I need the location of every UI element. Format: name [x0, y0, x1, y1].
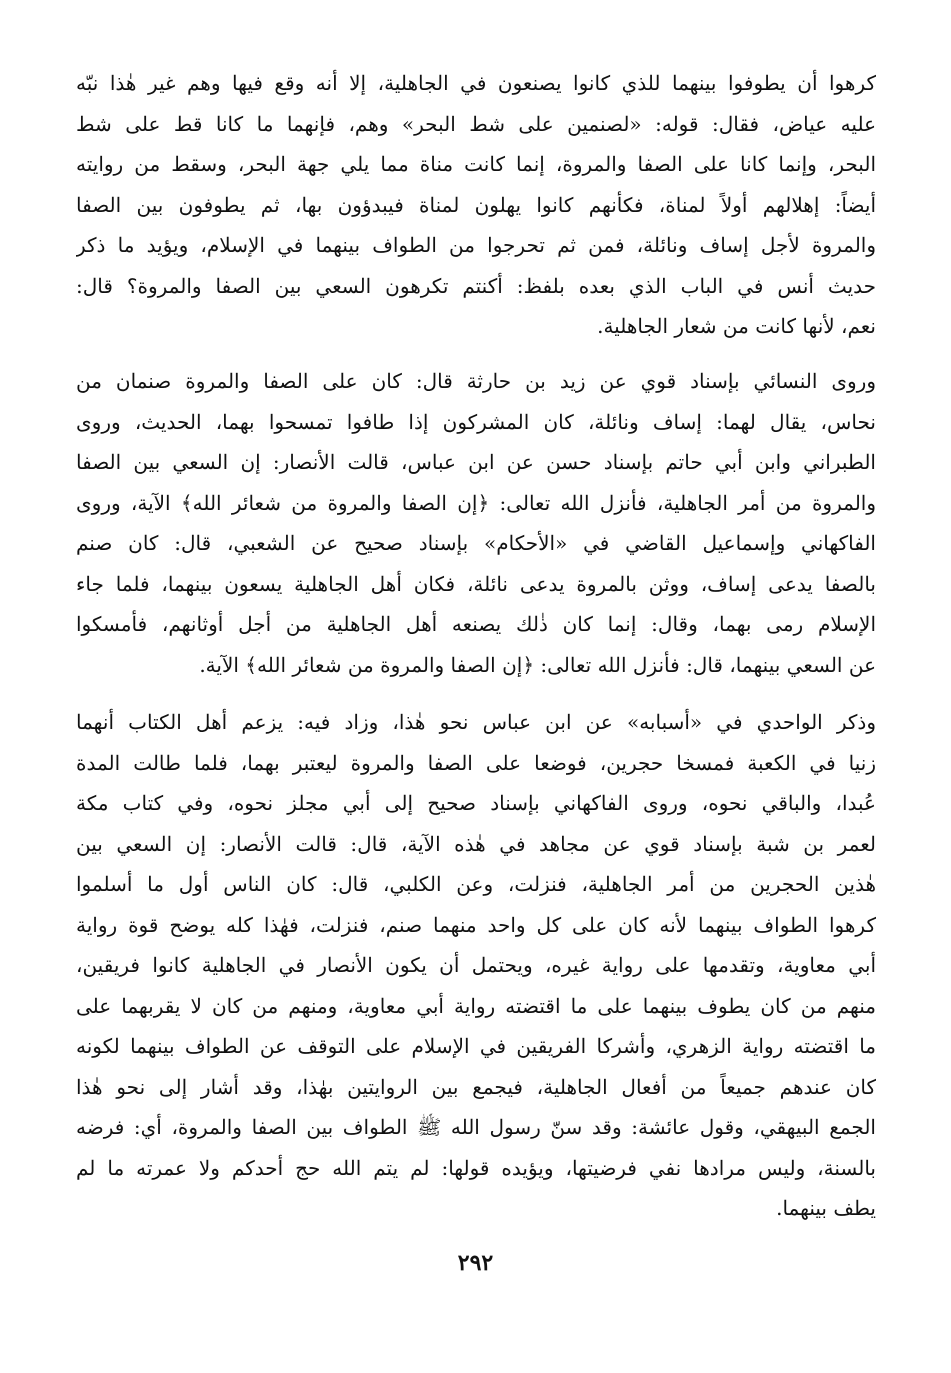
paragraph-1	[76, 63, 876, 347]
text-line: حديث أنس في الباب الذي بعده بلفظ: أكنتم تكرهون السعي بين الصفا والمروة؟ قال:	[76, 273, 876, 298]
text-line: الإسلام رمى بهما، وقال: إنما كان ذٰلك يصنعه أهل الجاهلية من أجل أوثانهم، فأمسكوا	[76, 612, 876, 636]
text-line: عُبدا، والباقي نحوه، وروى الفاكهاني بإسناد صحيح إلى أبي مجلز نحوه، وفي كتاب مكة	[76, 791, 876, 815]
text-line: كرهوا الطواف بينهما لأنه كان على كل واحد منهما صنم، فنزلت، فهٰذا كله يوضح قوة رواية	[76, 912, 876, 937]
text-line: أبي معاوية، وتقدمها على رواية غيره، ويحتمل أن يكون الأنصار في الجاهلية كانوا فريقين،	[76, 953, 876, 977]
text-line: والمروة لأجل إساف ونائلة، فمن ثم تحرجوا من الطواف بينهما في الإسلام، ويؤيد ما ذكر	[76, 233, 876, 257]
paragraph-2	[76, 361, 876, 685]
text-line: زنيا في الكعبة فمسخا حجرين، فوضعا على الصفا والمروة ليعتبر بهما، فلما طالت المدة	[76, 750, 876, 775]
text-line: هٰذين الحجرين من أمر الجاهلية، فنزلت، وعن الكلبي، قال: كان الناس أول ما أسلموا	[76, 872, 876, 896]
text-line: كرهوا أن يطوفوا بينهما للذي كانوا يصنعون في الجاهلية، إلا أنه وقع فيها وهم غير هٰذا نبّه	[76, 71, 876, 95]
paragraph-3	[76, 702, 876, 1229]
text-line: والمروة من أمر الجاهلية، فأنزل الله تعالى: ﴿إن الصفا والمروة من شعائر الله﴾ الآية، وروى	[76, 490, 876, 515]
text-line: عن السعي بينهما، قال: فأنزل الله تعالى: ﴿إن الصفا والمروة من شعائر الله﴾ الآية.	[199, 652, 876, 677]
text-line: كان عندهم جميعاً من أفعال الجاهلية، فيجمع بين الروايتين بهٰذا، وقد أشار إلى نحو هٰذا	[76, 1074, 876, 1099]
text-line: أيضاً: إهلالهم أولاً لمناة، فكأنهم كانوا يهلون لمناة فيبدؤون بها، ثم يطوفون بين الصفا	[76, 192, 876, 217]
text-line: البحر، وإنما كانا على الصفا والمروة، إنما كانت مناة مما يلي جهة البحر، وسقط من روايته	[76, 152, 876, 176]
text-line: ما اقتضته رواية الزهري، وأشركا الفريقين في الإسلام على التوقف عن الطواف بينهما لكونه	[76, 1034, 876, 1058]
text-line: منهم من كان يطوف بينهما على ما اقتضته رواية أبي معاوية، ومنهم من كان لا يقربهما على	[76, 993, 876, 1018]
text-line: الجمع البيهقي، وقول عائشة: وقد سنّ رسول الله ﷺ الطواف بين الصفا والمروة، أي: فرضه	[76, 1115, 876, 1139]
text-line: وروى النسائي بإسناد قوي عن زيد بن حارثة قال: كان على الصفا والمروة صنمان من	[76, 369, 876, 393]
text-line: بالسنة، وليس مرادها نفي فرضيتها، ويؤيده قولها: لم يتم الله حج أحدكم ولا عمرته ما لم	[76, 1155, 876, 1180]
text-line: وذكر الواحدي في «أسبابه» عن ابن عباس نحو هٰذا، وزاد فيه: يزعم أهل الكتاب أنهما	[76, 710, 876, 734]
text-line: لعمر بن شبة بإسناد قوي عن مجاهد في هٰذه الآية، قال: قالت الأنصار: إن السعي بين	[76, 831, 876, 856]
page-number: ٢٩٢	[457, 1250, 494, 1276]
text-line: يطف بينهما.	[776, 1196, 876, 1220]
text-line: نحاس، يقال لهما: إساف ونائلة، كان المشركون إذا طافوا تمسحوا بهما، الحديث، وروى	[76, 409, 876, 434]
text-line: الفاكهاني وإسماعيل القاضي في «الأحكام» بإسناد صحيح عن الشعبي، قال: كان صنم	[76, 531, 876, 555]
text-line: نعم، لأنها كانت من شعار الجاهلية.	[597, 314, 876, 338]
text-line: عليه عياض، فقال: قوله: «لصنمين على شط البحر» وهم، فإنهما ما كانا قط على شط	[76, 111, 876, 136]
text-line: الطبراني وابن أبي حاتم بإسناد حسن عن ابن عباس، قالت الأنصار: إن السعي بين الصفا	[76, 450, 876, 474]
text-line: بالصفا يدعى إساف، ووثن بالمروة يدعى نائلة، فكان أهل الجاهلية يسعون بينهما، فلما جاء	[76, 571, 876, 596]
